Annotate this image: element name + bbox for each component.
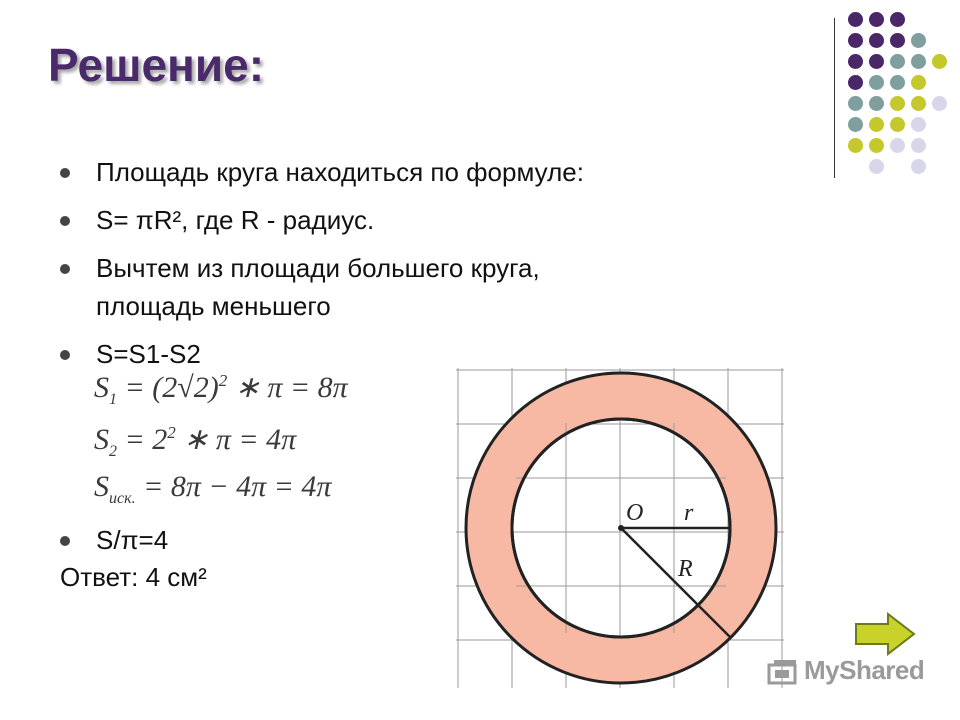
bullet-text: площадь меньшего (96, 291, 331, 321)
bullet-text: S/π=4 (96, 525, 169, 555)
annulus-diagram (456, 368, 784, 688)
bullet-dot (60, 264, 70, 274)
formula-s1: $S_1 = (2√2)^2$ ∗ π = 8π (94, 371, 348, 408)
large-radius-label: R (678, 556, 693, 582)
bullet-dot (60, 168, 70, 178)
slide-title: Решение: (48, 39, 265, 91)
center-point (618, 525, 624, 531)
bullet-text: Вычтем из площади большего круга, (96, 253, 540, 283)
watermark-icon (766, 657, 800, 687)
watermark-logo (766, 655, 924, 687)
decorative-divider (834, 18, 835, 178)
bullet-text: Площадь круга находиться по формуле: (96, 157, 584, 187)
bullet-dot (60, 536, 70, 546)
formula-s-result: $S_{иск.} = 8\pi - 4\pi = 4\pi$ (94, 470, 332, 507)
bullet-dot (60, 350, 70, 360)
watermark-text: MyShared (804, 655, 925, 685)
answer-text: Ответ: 4 см² (60, 562, 207, 592)
small-radius-label: r (684, 500, 694, 526)
bullet-text: S=S1-S2 (96, 339, 201, 369)
next-slide-arrow-icon[interactable] (854, 612, 916, 656)
bullet-text: S= πR², где R - радиус. (96, 205, 375, 235)
bullet-dot (60, 216, 70, 226)
center-label: O (626, 500, 644, 526)
formula-s2: $S_2 = 2^2$ ∗ π = 4π (94, 423, 297, 460)
